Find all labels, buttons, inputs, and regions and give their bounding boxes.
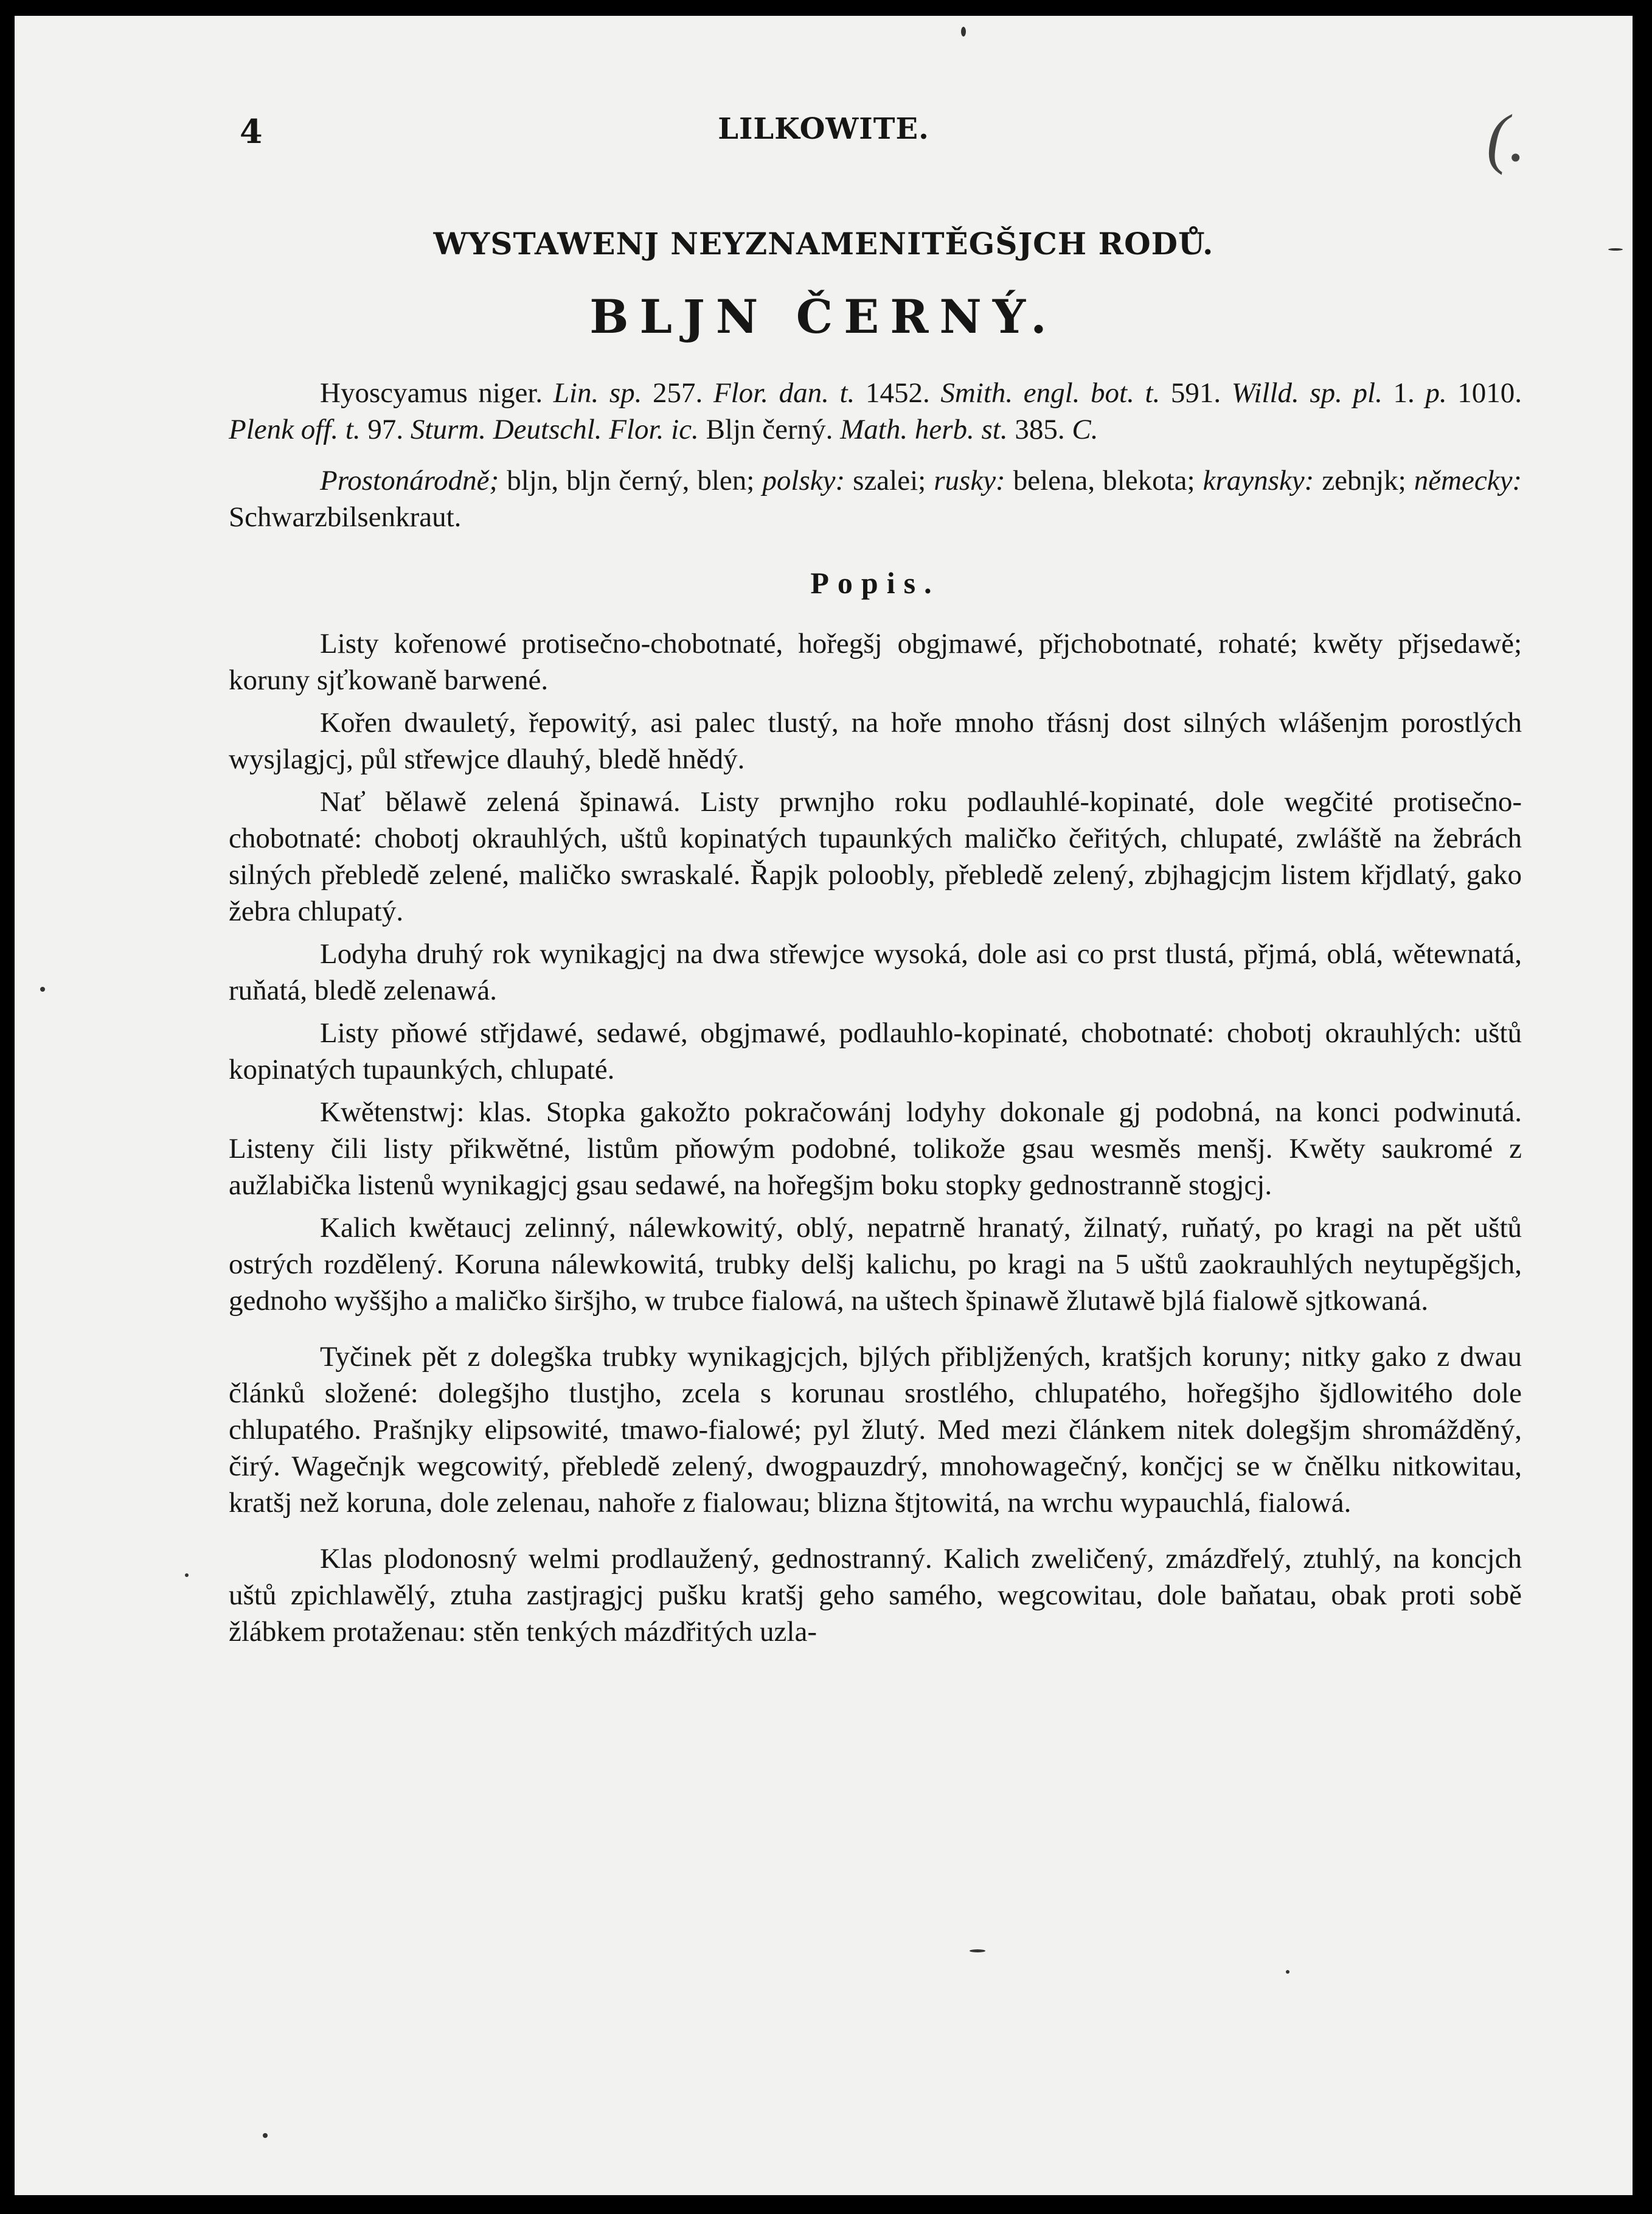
vernacular-name: belena, blekota; [1013, 465, 1195, 496]
reference-number: 591. [1170, 377, 1221, 409]
language-label: rusky: [934, 465, 1005, 496]
reference: Plenk off. t. [229, 414, 361, 445]
vernacular-name: Schwarzbilsenkraut. [229, 501, 462, 533]
reference-number: 1010. [1457, 377, 1522, 409]
description-paragraph: Lodyha druhý rok wynikagjcj na dwa střewjce wysoká, dole asi co prst tlustá, přjmá, oblá, wětewnatá, ruňatá, bledě zelenawá. [229, 938, 1522, 1006]
scan-speck [40, 987, 45, 992]
reference: C. [1072, 414, 1098, 445]
species-title: BLJN ČERNÝ. [589, 290, 1058, 344]
reference-number: 1. [1393, 377, 1415, 409]
vernacular-names-paragraph [229, 462, 1522, 535]
czech-name: Bljn černý. [706, 414, 833, 445]
running-head: LILKOWITE. [718, 112, 929, 146]
description-paragraph: Listy kořenowé protisečno-chobotnaté, hořegšj obgjmawé, přjchobotnaté, rohaté; kwěty přjsedawě; koruny sjťkowaně barwené. [229, 628, 1522, 696]
scan-speck [185, 1573, 189, 1577]
scan-speck [1286, 1970, 1289, 1974]
vernacular-name: bljn, bljn černý, blen; [507, 465, 755, 496]
reference: Sturm. Deutschl. Flor. ic. [410, 414, 699, 445]
language-label: kraynsky: [1203, 465, 1314, 496]
section-heading: WYSTAWENJ NEYZNAMENITĚGŠJCH RODŮ. [433, 226, 1214, 262]
margin-note: (. [1487, 101, 1526, 175]
description-paragraph: Kwětenstwj: klas. Stopka gakožto pokračowánj lodyhy dokonale gj podobná, na konci podwinutá. Listeny čili listy přikwětné, listům pňowým podobné, tolikože gsau wesměs menšj. Kwěty saukromé z aužlabička listenů wynikagjcj gsau sedawé, na hořegšjm boku stopky gednostranně stogjcj. [229, 1096, 1522, 1201]
scan-speck [970, 1949, 985, 1952]
reference: Math. herb. st. [840, 414, 1008, 445]
reference-number: 257. [653, 377, 703, 409]
language-label: Prostonárodně; [320, 465, 499, 496]
vernacular-name: szalei; [853, 465, 926, 496]
description-paragraph: Listy pňowé střjdawé, sedawé, obgjmawé, podlauhlo-kopinaté, chobotnaté: chobotj okrauhlých: uštů kopinatých tupaunkých, chlupaté. [229, 1017, 1522, 1085]
scan-speck [263, 2133, 268, 2138]
reference: p. [1425, 377, 1447, 409]
scan-speck [961, 27, 966, 37]
scan-speck [1608, 248, 1623, 251]
vernacular-name: zebnjk; [1322, 465, 1406, 496]
description-paragraph: Tyčinek pět z dolegška trubky wynikagjcjch, bjlých přibljžených, kratšjch koruny; nitky gako z dwau článků složené: dolegšjho tlustjho, zcela s korunau srostlého, chlupatého, hořegšjho šjdlowitého dole chlupatého. Prašnjky elipsowité, tmawo-fialowé; pyl žlutý. Med mezi článkem nitek dolegšjm shromážděný, čirý. Wagečnjk wegcowitý, přebledě zelený, dwogpauzdrý, mnohowagečný, končjcj se w čnělku nitkowitau, kratšj než koruna, dole zelenau, nahoře z fialowau; blizna štjtowitá, na wrchu wypauchlá, fialowá. [229, 1341, 1522, 1519]
description-heading: Popis. [810, 566, 940, 600]
book-page [15, 16, 1633, 2195]
reference-number: 1452. [865, 377, 930, 409]
latin-name: Hyoscyamus niger. [320, 377, 543, 409]
description-section [229, 625, 1522, 1650]
reference-number: 385. [1015, 414, 1065, 445]
language-label: polsky: [762, 465, 845, 496]
reference: Willd. sp. pl. [1231, 377, 1383, 409]
page-header [15, 101, 1633, 179]
synonymy-paragraph [229, 375, 1522, 448]
text-body [229, 375, 1522, 1656]
description-paragraph: Kalich kwětaucj zelinný, nálewkowitý, oblý, nepatrně hranatý, žilnatý, ruňatý, po kragi na pět uštů ostrých rozdělený. Koruna nálewkowitá, trubky delšj kalichu, po kragi na 5 uštů zaokrauhlých neytupěgšjch, gednoho wyššjho a maličko širšjho, w trubce fialowá, na uštech špinawě žlutawě bjlá fialowě sjtkowaná. [229, 1212, 1522, 1317]
reference-number: 97. [367, 414, 404, 445]
reference: Lin. sp. [553, 377, 642, 409]
description-paragraph: Kořen dwauletý, řepowitý, asi palec tlustý, na hoře mnoho třásnj dost silných wlášenjm porostlých wysjlagjcj, půl střewjce dlauhý, bledě hnědý. [229, 707, 1522, 775]
description-paragraph: Nať bělawě zelená špinawá. Listy prwnjho roku podlauhlé-kopinaté, dole wegčité protisečno-chobotnaté: chobotj okrauhlých, uštů kopinatých tupaunkých maličko čeřitých, chlupaté, zwláště na žebrách silných přebledě zelené, maličko swraskalé. Řapjk poloobly, přebledě zelený, zbjhagjcjm listem křjdlatý, gako žebra chlupatý. [229, 786, 1522, 927]
language-label: německy: [1414, 465, 1522, 496]
reference: Flor. dan. t. [713, 377, 855, 409]
page-number: 4 [240, 112, 263, 151]
description-paragraph: Klas plodonosný welmi prodlaužený, gednostranný. Kalich zweličený, zmázdřelý, ztuhlý, na koncjch uštů zpichlawělý, ztuha zastjragjcj pušku kratšj geho samého, wegcowitau, dole baňatau, obak proti sobě žlábkem protaženau: stěn tenkých mázdřitých uzla- [229, 1543, 1522, 1648]
reference: Smith. engl. bot. t. [940, 377, 1161, 409]
